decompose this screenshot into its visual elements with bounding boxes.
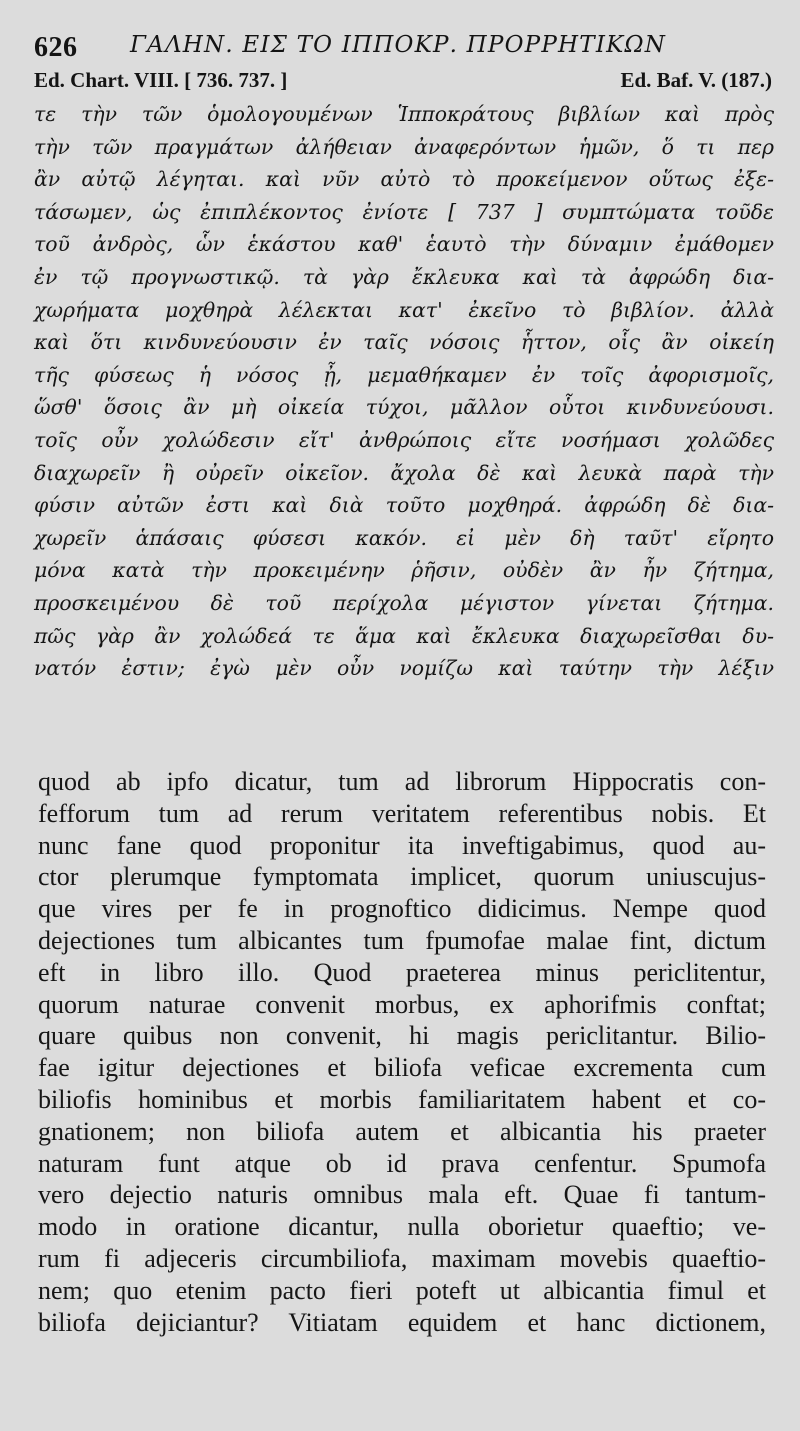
latin-text-line: dejectiones tum albicantes tum fpumofae malae fint, dictum	[38, 925, 766, 955]
greek-text-line: τὴν τῶν πραγμάτων ἀλήθειαν ἀναφερόντων ἡμῶν, ὅ τι περ	[34, 134, 774, 159]
greek-text-line: τάσωμεν, ὡς ἐπιπλέκοντος ἐνίοτε [ 737 ] συμπτώματα τοῦδε	[34, 199, 774, 224]
greek-text-line: χωρεῖν ἁπάσαις φύσεσι κακόν. εἰ μὲν δὴ ταῦτ' εἴρητο	[34, 525, 774, 550]
greek-text-line: νατόν ἐστιν; ἐγὼ μὲν οὖν νομίζω καὶ ταύτην τὴν λέξιν	[34, 656, 774, 681]
latin-text-line: biliofis hominibus et morbis familiaritatem habent et co-	[38, 1084, 766, 1114]
latin-text-line: nunc fane quod proponitur ita inveftigabimus, quod au-	[38, 830, 766, 860]
greek-text-line: τοῖς οὖν χολώδεσιν εἴτ' ἀνθρώποις εἴτε νοσήμασι χολῶδες	[34, 427, 774, 452]
greek-text-block	[34, 98, 774, 685]
latin-text-line: quod ab ipfo dicatur, tum ad librorum Hippocratis con-	[38, 767, 766, 796]
greek-text-line: προσκειμένου δὲ τοῦ περίχολα μέγιστον γίνεται ζήτημα.	[34, 590, 774, 615]
greek-text-line: τῆς φύσεως ἡ νόσος ᾖ, μεμαθήκαμεν ἐν τοῖς ἀφορισμοῖς,	[34, 362, 774, 387]
latin-text-line: fefforum tum ad rerum veritatem referentibus nobis. Et	[38, 798, 766, 828]
edition-basel-reference: Ed. Baf. V. (187.)	[620, 68, 772, 92]
latin-text-line: biliofa dejiciantur? Vitiatam equidem et hanc dictionem,	[38, 1307, 766, 1337]
greek-text-line: ἐν τῷ προγνωστικῷ. τὰ γὰρ ἔκλευκα καὶ τὰ ἀφρώδη δια-	[34, 264, 774, 289]
greek-text-line: τε τὴν τῶν ὁμολογουμένων Ἱπποκράτους βιβλίων καὶ πρὸς	[34, 102, 774, 126]
edition-chart-reference: Ed. Chart. VIII. [ 736. 737. ]	[34, 68, 288, 92]
latin-text-line: vero dejectio naturis omnibus mala eft. Quae fi tantum-	[38, 1180, 766, 1210]
greek-text-line: διαχωρεῖν ἢ οὐρεῖν οἰκεῖον. ἄχολα δὲ καὶ λευκὰ παρὰ τὴν	[34, 460, 774, 485]
latin-text-line: ctor plerumque fymptomata implicet, quorum uniuscujus-	[38, 862, 766, 892]
running-title: ΓΑΛΗΝ. ΕΙΣ ΤΟ ΙΠΠΟΚΡ. ΠΡΟΡΡΗΤΙΚΩΝ	[130, 32, 667, 58]
greek-text-line: ὥσθ' ὅσοις ἂν μὴ οἰκεία τύχοι, μᾶλλον οὗτοι κινδυνεύουσι.	[34, 395, 774, 420]
greek-text-line: μόνα κατὰ τὴν προκειμένην ῥῆσιν, οὐδὲν ἂν ἦν ζήτημα,	[34, 558, 774, 583]
greek-text-line: καὶ ὅτι κινδυνεύουσιν ἐν ταῖς νόσοις ἧττον, οἷς ἂν οἰκείη	[34, 330, 774, 355]
latin-text-line: modo in oratione dicantur, nulla oborietur quaeftio; ve-	[38, 1212, 766, 1242]
latin-text-line: naturam funt atque ob id prava cenfentur. Spumofa	[38, 1148, 766, 1178]
greek-text-line: χωρήματα μοχθηρὰ λέλεκται κατ' ἐκεῖνο τὸ βιβλίον. ἀλλὰ	[34, 297, 774, 322]
latin-text-line: nem; quo etenim pacto fieri poteft ut albicantia fimul et	[38, 1275, 766, 1305]
greek-text-line: πῶς γὰρ ἂν χολώδεά τε ἅμα καὶ ἔκλευκα διαχωρεῖσθαι δυ-	[34, 623, 774, 648]
latin-text-line: que vires per fe in prognoftico didicimus. Nempe quod	[38, 894, 766, 924]
latin-text-line: quorum naturae convenit morbus, ex aphorifmis conftat;	[38, 989, 766, 1019]
latin-text-line: fae igitur dejectiones et biliofa veficae excrementa cum	[38, 1053, 766, 1083]
greek-text-line: τοῦ ἀνδρὸς, ὧν ἑκάστου καθ' ἑαυτὸ τὴν δύναμιν ἐμάθομεν	[34, 232, 774, 257]
page-number: 626	[34, 32, 78, 63]
edition-reference-row	[34, 68, 772, 96]
latin-text-line: eft in libro illo. Quod praeterea minus periclitentur,	[38, 957, 766, 987]
latin-text-block	[38, 766, 766, 1338]
latin-text-line: gnationem; non biliofa autem et albicantia his praeter	[38, 1116, 766, 1146]
greek-text-line: φύσιν αὐτῶν ἐστι καὶ διὰ τοῦτο μοχθηρά. ἀφρώδη δὲ δια-	[34, 493, 774, 518]
latin-text-line: quare quibus non convenit, hi magis periclitantur. Bilio-	[38, 1021, 766, 1051]
greek-text-line: ἂν αὐτῷ λέγηται. καὶ νῦν αὐτὸ τὸ προκείμενον οὕτως ἐξε-	[34, 167, 774, 192]
page-header	[34, 20, 774, 68]
latin-text-line: rum fi adjeceris circumbiliofa, maximam movebis quaeftio-	[38, 1243, 766, 1273]
